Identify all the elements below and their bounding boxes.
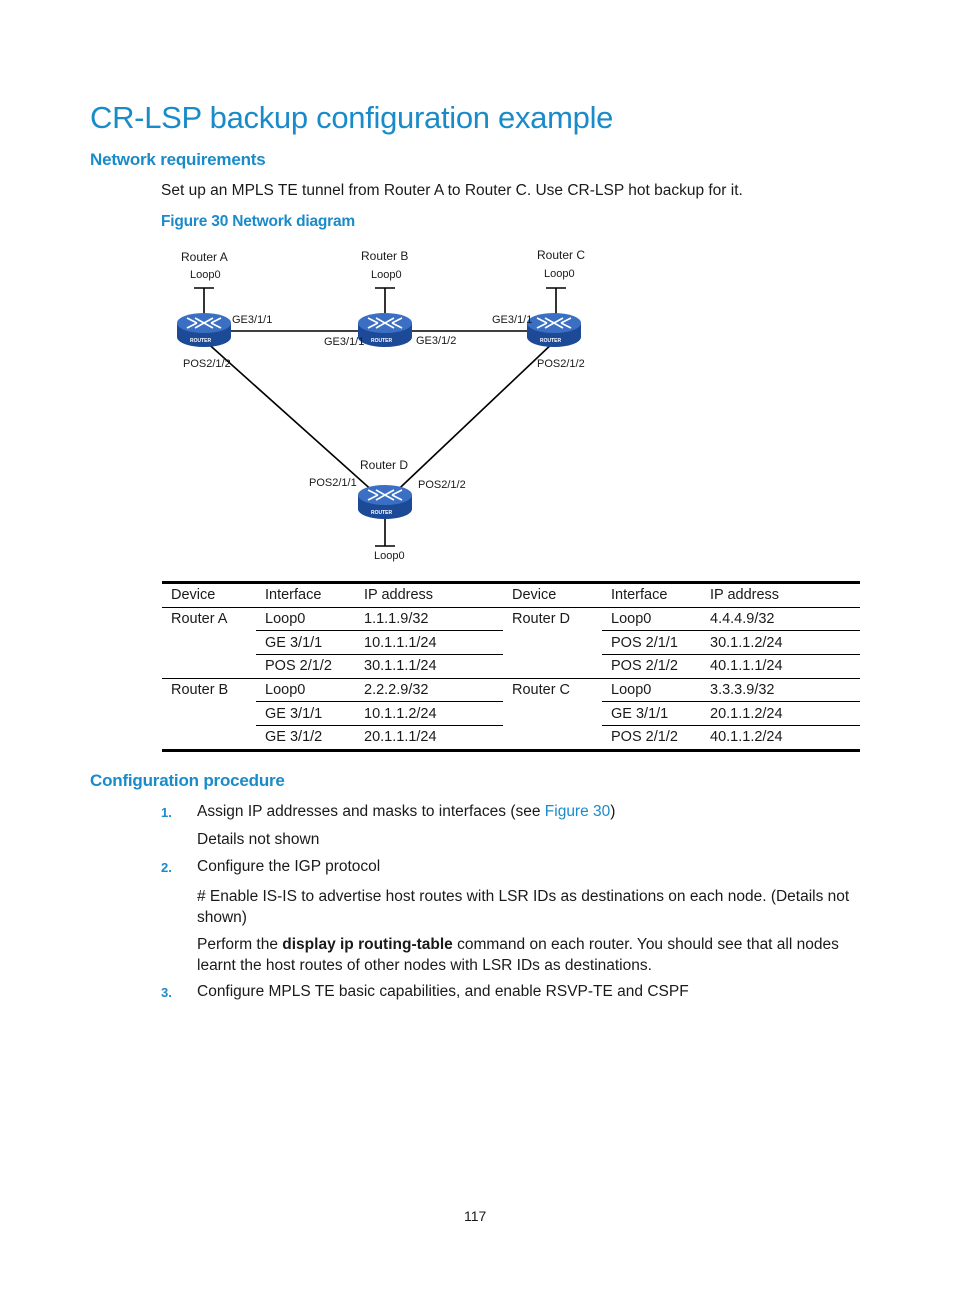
table-cell: POS 2/1/2 — [602, 655, 701, 679]
table-cell: 2.2.2.9/32 — [355, 678, 503, 702]
step-1-detail: Details not shown — [197, 831, 320, 848]
configuration-heading: Configuration procedure — [90, 771, 285, 790]
table-cell — [162, 631, 256, 655]
table-cell — [162, 655, 256, 679]
router-d-name: Router D — [360, 458, 409, 472]
table-cell: 3.3.3.9/32 — [701, 678, 860, 702]
router-d-if1: POS2/1/1 — [309, 477, 357, 489]
table-header-cell: Device — [162, 583, 256, 608]
table-header-cell: Device — [503, 583, 602, 608]
page-number: 117 — [464, 1208, 487, 1224]
router-d-loop: Loop0 — [374, 550, 405, 562]
step-1-text: Assign IP addresses and masks to interfaces (see Figure 30) — [197, 803, 616, 820]
router-badge: ROUTER — [371, 510, 393, 516]
table-row — [162, 678, 860, 702]
table-cell: 10.1.1.1/24 — [355, 631, 503, 655]
table-cell: Loop0 — [602, 678, 701, 702]
table-row — [162, 607, 860, 631]
table-cell: POS 2/1/2 — [602, 726, 701, 751]
table-cell — [503, 702, 602, 726]
table-cell — [162, 726, 256, 751]
router-d-if2: POS2/1/2 — [418, 479, 466, 491]
router-b-if2: GE3/1/2 — [416, 335, 457, 347]
table-cell: Router A — [171, 611, 228, 628]
router-badge: ROUTER — [190, 338, 212, 344]
table-cell: Loop0 — [256, 607, 355, 631]
table-cell: Router D — [512, 611, 571, 628]
step-3-text: Configure MPLS TE basic capabilities, and enable RSVP-TE and CSPF — [197, 983, 689, 1000]
table-cell — [503, 631, 602, 655]
router-b-loop: Loop0 — [371, 269, 402, 281]
table-cell: GE 3/1/1 — [256, 631, 355, 655]
router-b-if1: GE3/1/1 — [324, 336, 365, 348]
table-cell: POS 2/1/1 — [602, 631, 701, 655]
table-cell: Router C — [512, 682, 571, 699]
table-cell: GE 3/1/2 — [256, 726, 355, 751]
step-number: 1. — [161, 805, 172, 820]
step-number: 2. — [161, 860, 172, 875]
network-diagram — [160, 240, 640, 570]
router-c-name: Router C — [537, 248, 586, 262]
table-cell: 1.1.1.9/32 — [355, 607, 503, 631]
step-2-detail-2: Perform the display ip routing-table command on each router. You should see that all nodes learnt the host routes of other nodes with LSR IDs as destinations. — [197, 936, 839, 974]
step-2-detail-1: # Enable IS-IS to advertise host routes with LSR IDs as destinations on each node. (Details not shown) — [197, 888, 850, 926]
network-requirements-heading: Network requirements — [90, 150, 266, 169]
router-badge: ROUTER — [540, 338, 562, 344]
router-a-loop: Loop0 — [190, 269, 221, 281]
step-number: 3. — [161, 985, 172, 1000]
figure-caption: Figure 30 Network diagram — [161, 213, 355, 230]
router-b-name: Router B — [361, 249, 409, 263]
router-c-if2: POS2/1/2 — [537, 358, 585, 370]
table-cell: 4.4.4.9/32 — [701, 607, 860, 631]
table-cell — [503, 726, 602, 751]
table-header-cell: IP address — [355, 583, 503, 608]
ip-address-table — [162, 581, 860, 752]
table-cell: Loop0 — [602, 607, 701, 631]
table-cell — [503, 655, 602, 679]
router-badge: ROUTER — [371, 338, 393, 344]
table-cell: Router B — [171, 682, 229, 699]
table-cell: GE 3/1/1 — [602, 702, 701, 726]
router-c-if1: GE3/1/1 — [492, 314, 533, 326]
table-cell: 20.1.1.2/24 — [701, 702, 860, 726]
table-header-row — [162, 583, 860, 608]
table-header-cell: Interface — [602, 583, 701, 608]
router-a-if2: POS2/1/2 — [183, 358, 231, 370]
table-cell: 20.1.1.1/24 — [355, 726, 503, 751]
table-row — [162, 655, 860, 679]
table-cell: POS 2/1/2 — [256, 655, 355, 679]
table-cell: Loop0 — [256, 678, 355, 702]
figure-30-link[interactable]: Figure 30 — [544, 803, 611, 820]
table-cell: 30.1.1.1/24 — [355, 655, 503, 679]
table-cell: 10.1.1.2/24 — [355, 702, 503, 726]
table-header-cell: IP address — [701, 583, 860, 608]
router-a-if1: GE3/1/1 — [232, 314, 273, 326]
table-cell — [162, 702, 256, 726]
network-requirements-text: Set up an MPLS TE tunnel from Router A to Router C. Use CR-LSP hot backup for it. — [161, 182, 743, 199]
table-row — [162, 702, 860, 726]
table-header-cell: Interface — [256, 583, 355, 608]
table-cell: 30.1.1.2/24 — [701, 631, 860, 655]
table-row — [162, 631, 860, 655]
router-c-loop: Loop0 — [544, 268, 575, 280]
router-a-name: Router A — [181, 250, 228, 264]
page-title: CR-LSP backup configuration example — [90, 100, 614, 135]
step-2-text: Configure the IGP protocol — [197, 858, 381, 875]
table-cell: 40.1.1.1/24 — [701, 655, 860, 679]
table-cell: GE 3/1/1 — [256, 702, 355, 726]
table-row — [162, 726, 860, 751]
table-cell: 40.1.1.2/24 — [701, 726, 860, 751]
